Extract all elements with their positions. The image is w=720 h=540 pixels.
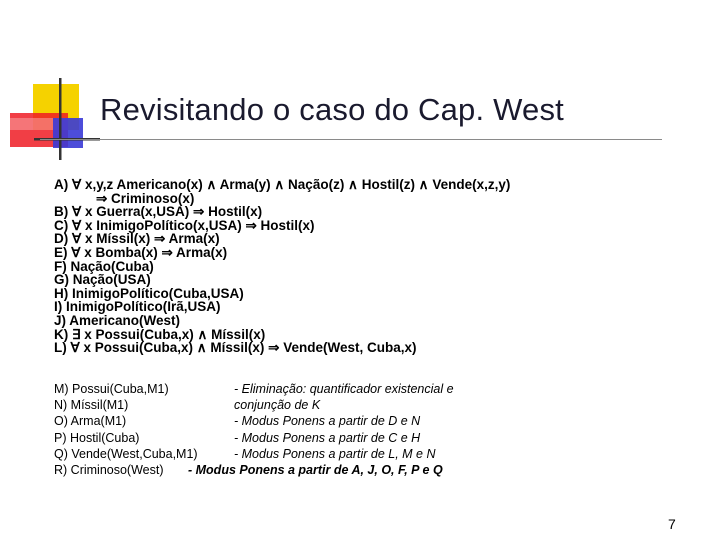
title-underline	[40, 139, 662, 140]
step-statement: Q) Vende(West,Cuba,M1)	[54, 446, 198, 461]
rule-a-continuation: ⇒ Criminoso(x)	[96, 190, 195, 206]
vertical-line	[59, 78, 62, 160]
rule-i: I) InimigoPolítico(Irã,USA)	[54, 299, 221, 315]
step-justification: conjunção de K	[234, 398, 321, 413]
step-statement: M) Possui(Cuba,M1)	[54, 382, 169, 396]
step-justification: - Modus Ponens a partir de C e H	[234, 430, 421, 445]
step-justification: - Modus Ponens a partir de A, J, O, F, P e Q	[188, 462, 443, 477]
knowledge-base-rules	[54, 178, 510, 355]
step-statement: N) Míssil(M1)	[54, 398, 129, 413]
step-statement: R) Criminoso(West)	[54, 462, 164, 477]
step-justification: - Modus Ponens a partir de L, M e N	[234, 446, 436, 461]
rule-c: C) ∀ x InimigoPolítico(x,USA) ⇒ Hostil(x)	[54, 217, 315, 233]
rule-f: F) Nação(Cuba)	[54, 258, 154, 274]
rule-a: A) ∀ x,y,z Americano(x) ∧ Arma(y) ∧ Nação(z) ∧ Hostil(z) ∧ Vende(x,z,y)	[54, 177, 511, 192]
rule-j: J) Americano(West)	[54, 312, 181, 328]
step-justification: - Eliminação: quantificador existencial e	[234, 382, 454, 396]
rule-g: G) Nação(USA)	[54, 272, 151, 288]
rule-d: D) ∀ x Míssil(x) ⇒ Arma(x)	[54, 231, 220, 247]
rule-k: K) ∃ x Possui(Cuba,x) ∧ Míssil(x)	[54, 326, 266, 342]
rule-e: E) ∀ x Bomba(x) ⇒ Arma(x)	[54, 244, 228, 260]
rule-h: H) InimigoPolítico(Cuba,USA)	[54, 285, 244, 301]
rule-b: B) ∀ x Guerra(x,USA) ⇒ Hostil(x)	[54, 204, 263, 220]
page-number: 7	[668, 516, 676, 532]
blue-square	[53, 118, 83, 148]
rule-l: L) ∀ x Possui(Cuba,x) ∧ Míssil(x) ⇒ Vende(West, Cuba,x)	[54, 340, 417, 356]
step-statement: O) Arma(M1)	[54, 414, 127, 429]
slide-title: Revisitando o caso do Cap. West	[100, 92, 564, 127]
title-decoration	[0, 0, 100, 170]
step-justification: - Modus Ponens a partir de D e N	[234, 414, 421, 429]
step-statement: P) Hostil(Cuba)	[54, 430, 140, 445]
